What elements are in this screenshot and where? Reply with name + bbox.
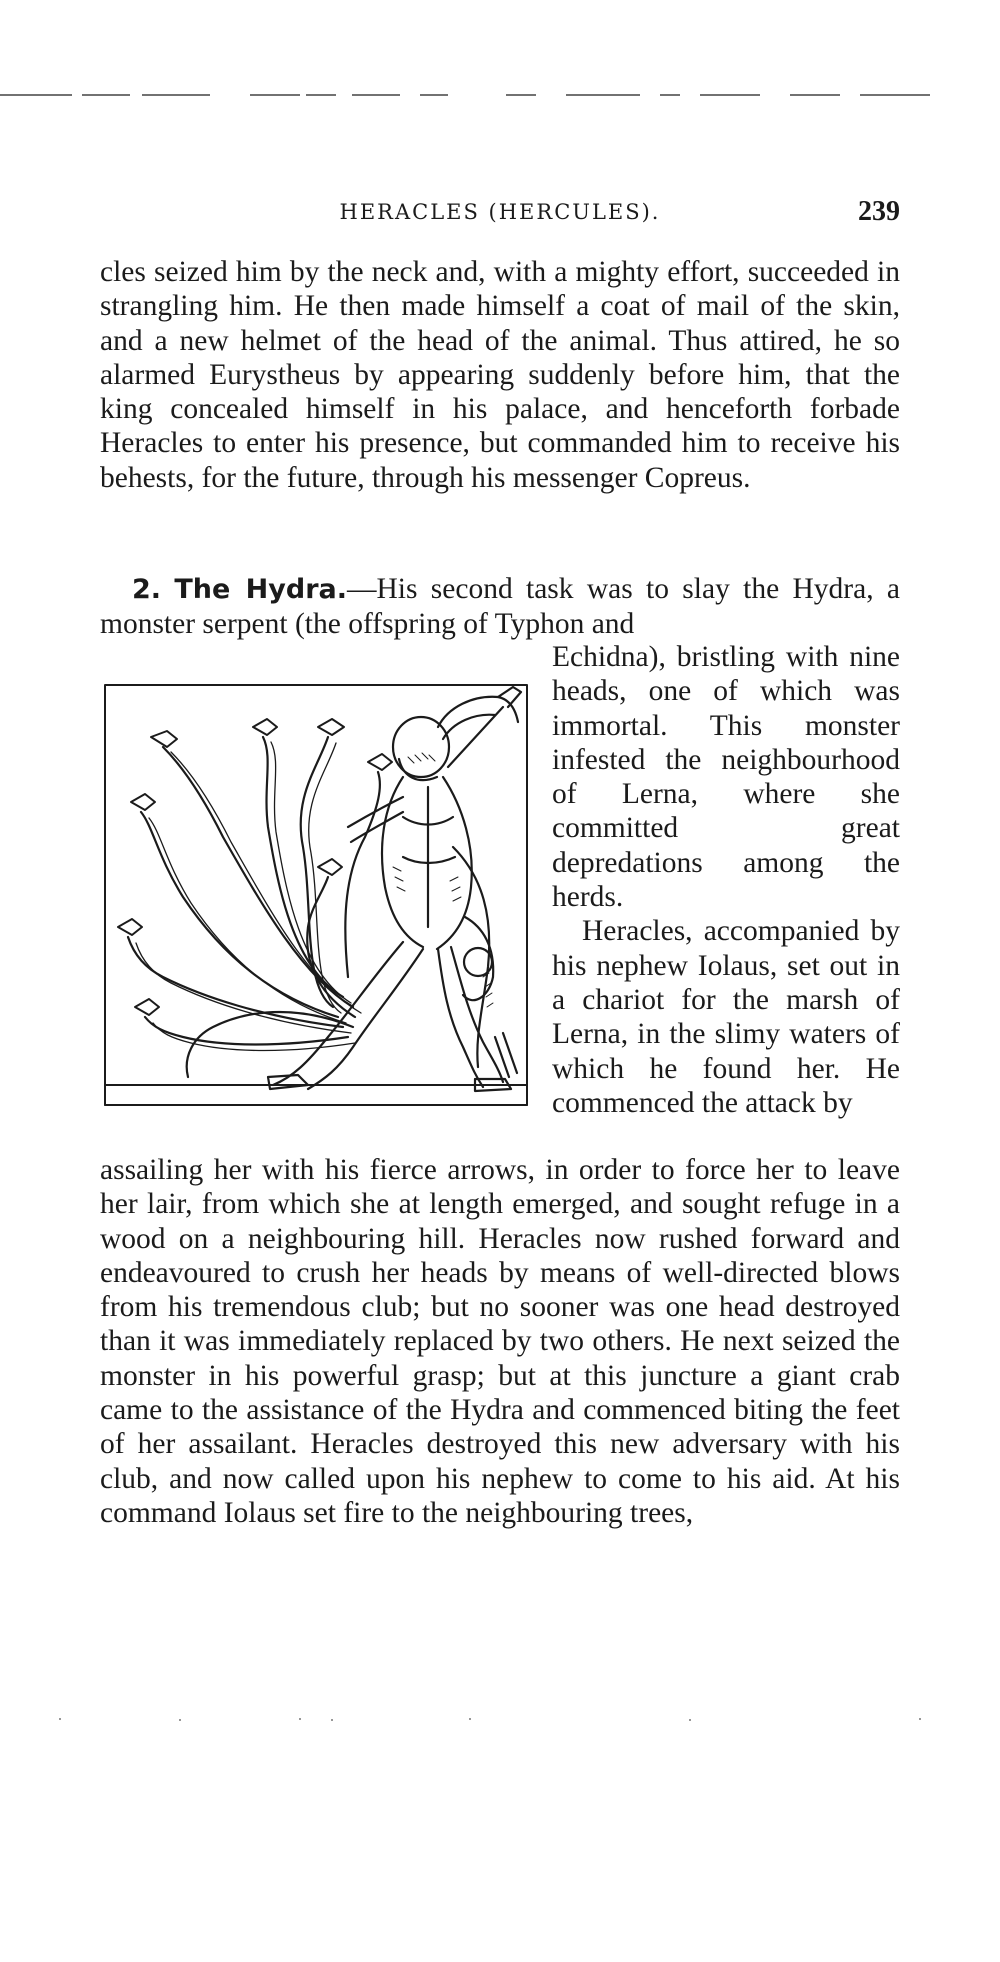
side-paragraph-1: Echidna), bristling with nine heads, one of which was immortal. This monster infested the neighbourhood of Lerna, where she committed great depredations among the herds. <box>552 641 900 914</box>
section-number: 2. <box>132 574 162 605</box>
scan-artifact-rule <box>0 92 930 98</box>
paragraph-text: cles seized him by the neck and, with a mighty effort, succeeded in strangling him. He then made himself a coat of mail of the skin, and a new helmet of the head of the animal. Thus attired, he so alarmed Eurystheus by appearing suddenly before him, that the king concealed himself in his palace, and henceforth forbade Heracles to enter his presence, but commanded him to receive his behests, for the future, through his messenger Copreus. <box>100 256 900 494</box>
hydra-illustration <box>103 677 530 1114</box>
side-paragraph-2: Heracles, accompanied by his nephew Iolaus, set out in a chariot for the marsh of Lerna, in the slimy waters of which he found her. He commenced the attack by <box>552 915 900 1119</box>
section-intro-paragraph <box>100 572 900 642</box>
side-column <box>552 640 900 1120</box>
section-intro-text: —His second task was to slay the Hydra, a monster serpent (the offspring of Typhon and <box>100 573 900 641</box>
page-header <box>100 196 900 236</box>
section-title: The Hydra. <box>174 574 347 605</box>
scan-artifact-specks <box>0 1715 1000 1725</box>
paragraph-after-figure <box>100 1153 900 1530</box>
page-number: 239 <box>858 196 900 227</box>
running-head: HERACLES (HERCULES). <box>339 200 661 224</box>
paragraph-continuation <box>100 255 900 495</box>
hydra-engraving <box>103 677 530 1114</box>
paragraph-text: assailing her with his fierce arrows, in order to force her to leave her lair, from which she at length emerged, and sought refuge in a wood on a neighbouring hill. Heracles now rushed forward and endeavoured to crush her heads by means of well-directed blows from his tremendous club; but no sooner was one head destroyed than it was immediately replaced by two others. He next seized the monster in his powerful grasp; but at this juncture a giant crab came to the assistance of the Hydra and commenced biting the feet of her assailant. Heracles destroyed this new adversary with his club, and now called upon his nephew to come to his aid. At his command Iolaus set fire to the neighbouring trees, <box>100 1154 900 1529</box>
